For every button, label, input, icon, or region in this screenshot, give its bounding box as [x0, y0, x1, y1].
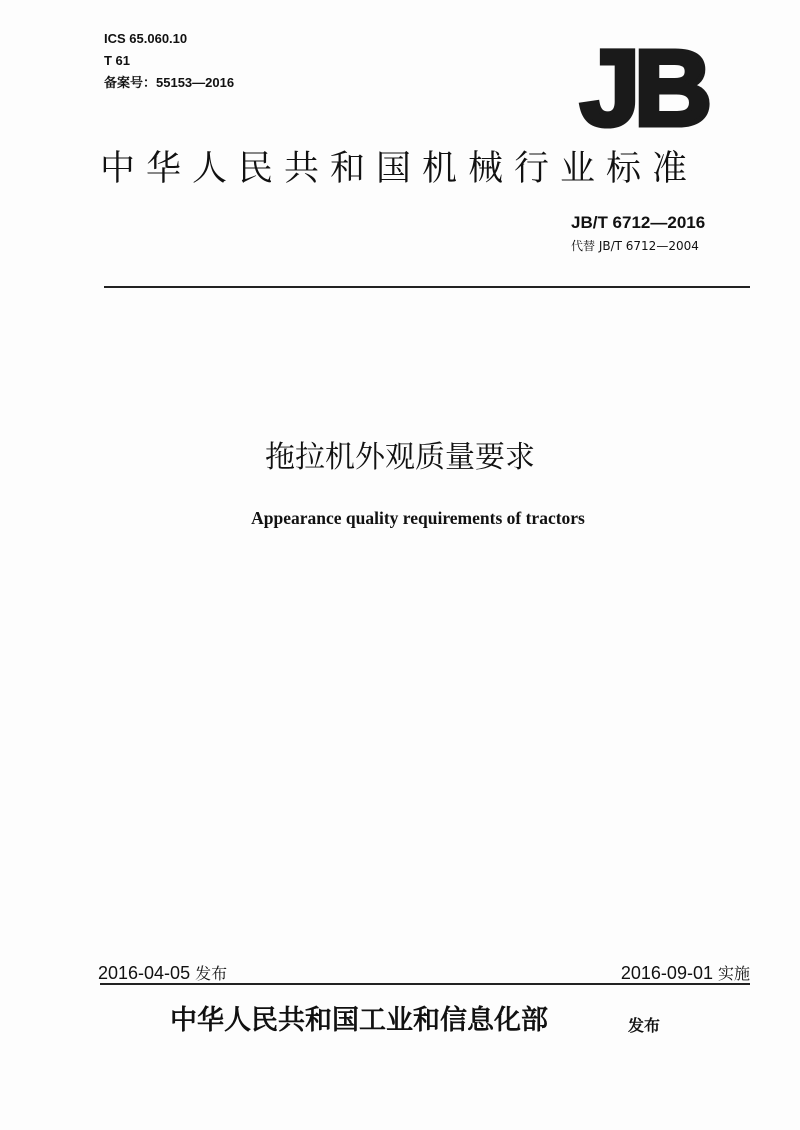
- standard-number: JB/T 6712—2016: [571, 213, 706, 232]
- issue-label: 发布: [195, 964, 228, 983]
- bottom-divider: [100, 983, 750, 985]
- record-number: 备案号：55153—2016: [104, 75, 235, 90]
- issue-date: 2016-04-05: [98, 963, 191, 983]
- replaces-standard: 代替 JB/T 6712—2004: [571, 239, 699, 253]
- publisher-name: 中华人民共和国工业和信息化部: [170, 1005, 548, 1036]
- issue-date-line: [98, 961, 227, 984]
- jb-logo: [568, 40, 718, 130]
- jb-logo-text: JB: [579, 40, 707, 130]
- document-title-en: Appearance quality requirements of tractors: [251, 508, 585, 528]
- ics-code: ICS 65.060.10: [104, 31, 188, 46]
- document-title-cn: 拖拉机外观质量要求: [265, 440, 535, 475]
- implement-date: 2016-09-01: [620, 963, 713, 983]
- top-divider: [104, 286, 750, 288]
- classification-code: T 61: [104, 53, 131, 68]
- publisher-label: 发布: [628, 1016, 661, 1035]
- implement-label: 实施: [717, 964, 750, 983]
- implement-date-line: [621, 961, 750, 984]
- org-title: 中华人民共和国机械行业标准: [100, 149, 699, 189]
